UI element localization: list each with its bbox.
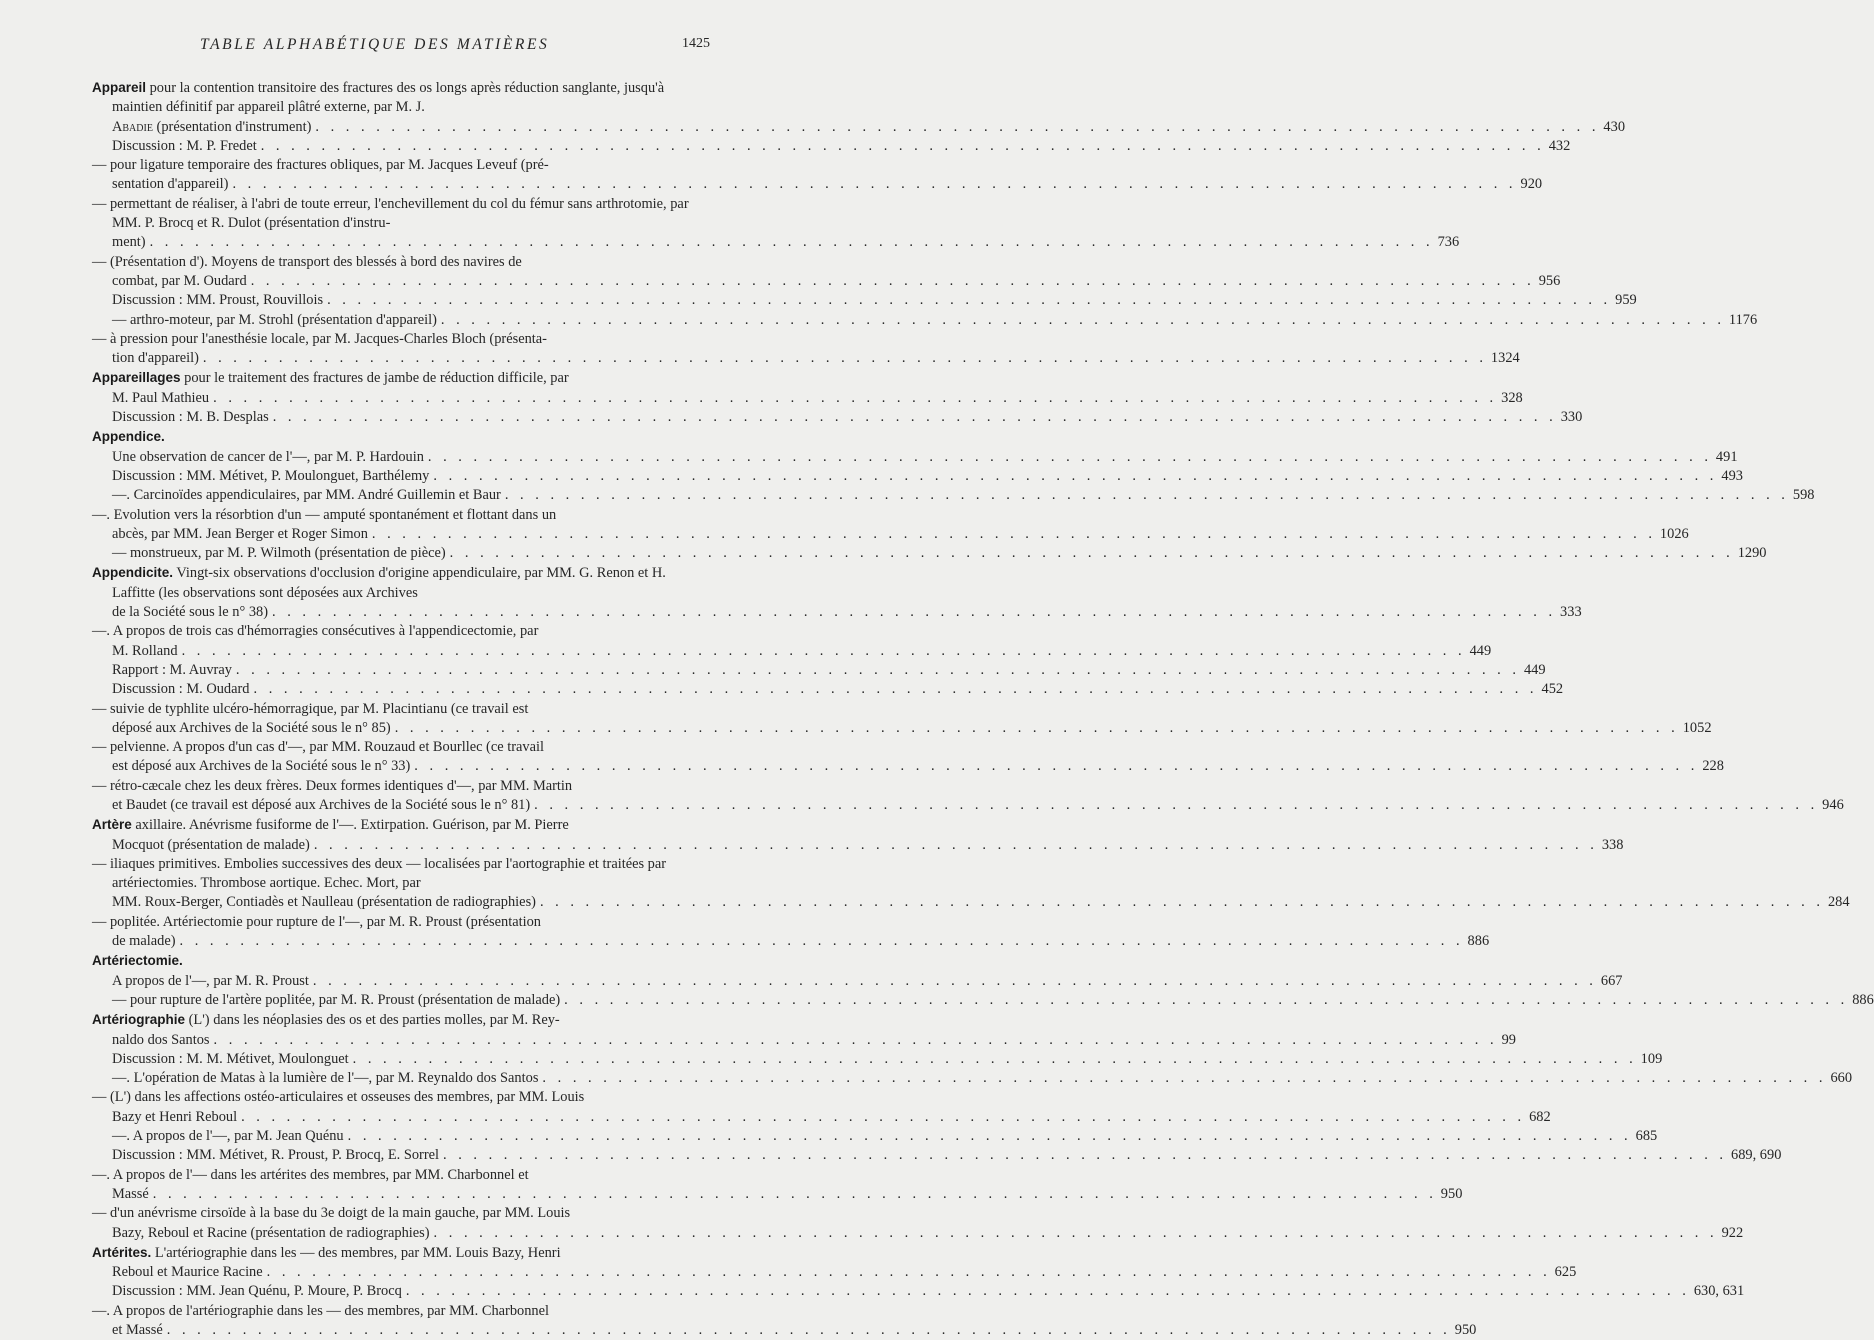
- entry-last-line: [112, 272, 1561, 291]
- dot-leader: . . . . . . . . . . . . . . . . . . . . . . . . . . . . . . . . . . . . . . . . . . . . . . . . . . . . . . . . . . . . . . . . . . . . . . . . . . . . . . . . . . . . .: [414, 758, 1699, 775]
- entry-last-line: [112, 408, 1583, 427]
- entry-last-line: [112, 1127, 1658, 1146]
- dot-leader: . . . . . . . . . . . . . . . . . . . . . . . . . . . . . . . . . . . . . . . . . . . . . . . . . . . . . . . . . . . . . . . . . . . . . . . . . . . . . . . . . . . . .: [315, 118, 1600, 135]
- entry-page-ref: 1052: [1682, 719, 1712, 736]
- entry-line-text: et Massé: [112, 1322, 163, 1338]
- entry-last-line: [112, 1069, 1853, 1088]
- dot-leader: . . . . . . . . . . . . . . . . . . . . . . . . . . . . . . . . . . . . . . . . . . . . . . . . . . . . . . . . . . . . . . . . . . . . . . . . . . . . . . . . . . . . .: [272, 604, 1557, 621]
- entry-line-text: — pour rupture de l'artère poplitée, par M. R. Proust (présentation de malade): [112, 991, 561, 1008]
- entry-line-text: Mocquot (présentation de malade): [112, 836, 310, 853]
- discussion-entry: [92, 1282, 1745, 1301]
- entry-page-ref: 950: [1454, 1322, 1477, 1338]
- entry-last-line: [112, 291, 1637, 310]
- dot-leader: . . . . . . . . . . . . . . . . . . . . . . . . . . . . . . . . . . . . . . . . . . . . . . . . . . . . . . . . . . . . . . . . . . . . . . . . . . . . . . . . . . . . .: [371, 525, 1656, 542]
- dot-leader: . . . . . . . . . . . . . . . . . . . . . . . . . . . . . . . . . . . . . . . . . . . . . . . . . . . . . . . . . . . . . . . . . . . . . . . . . . . . . . . . . . . . .: [213, 389, 1498, 406]
- entry-line-text: ment): [112, 234, 146, 251]
- index-entry: [92, 951, 1623, 991]
- entry-page-ref: 886: [1467, 933, 1490, 950]
- dot-leader: . . . . . . . . . . . . . . . . . . . . . . . . . . . . . . . . . . . . . . . . . . . . . . . . . . . . . . . . . . . . . . . . . . . . . . . . . . . . . . . . . . . . .: [504, 487, 1789, 504]
- entry-page-ref: 660: [1830, 1070, 1853, 1087]
- index-entry: [92, 1069, 1853, 1088]
- index-entry: [92, 1302, 1477, 1340]
- entry-last-line: [112, 719, 1712, 738]
- entry-page-ref: 99: [1501, 1031, 1516, 1048]
- entry-last-line: [112, 836, 1624, 855]
- author-name: Abadie: [112, 118, 157, 135]
- entry-line-text: Discussion : MM. Jean Quénu, P. Moure, P. Brocq: [112, 1283, 402, 1300]
- entry-page-ref: 432: [1548, 137, 1571, 154]
- index-entry: [92, 1088, 1551, 1127]
- entry-line-text: sentation d'appareil): [112, 176, 229, 193]
- entry-last-line: [112, 467, 1743, 486]
- entry-line-text: et Baudet (ce travail est déposé aux Archives de la Société sous le n° 81): [112, 796, 531, 813]
- dot-leader: . . . . . . . . . . . . . . . . . . . . . . . . . . . . . . . . . . . . . . . . . . . . . . . . . . . . . . . . . . . . . . . . . . . . . . . . . . . . . . . . . . . . .: [539, 894, 1824, 911]
- entry-line-text: —. A propos de l'—, par M. Jean Quénu: [112, 1128, 344, 1145]
- index-entry: [92, 991, 1874, 1010]
- index-entries: [92, 78, 1874, 1340]
- entry-line-text: combat, par M. Oudard: [112, 272, 247, 289]
- entry-last-line: [112, 1263, 1577, 1282]
- dot-leader: . . . . . . . . . . . . . . . . . . . . . . . . . . . . . . . . . . . . . . . . . . . . . . . . . . . . . . . . . . . . . . . . . . . . . . . . . . . . . . . . . . . . .: [433, 1224, 1718, 1241]
- entry-last-line: [112, 175, 1543, 194]
- index-entry: [92, 622, 1492, 661]
- index-entry: [92, 506, 1689, 545]
- dot-leader: . . . . . . . . . . . . . . . . . . . . . . . . . . . . . . . . . . . . . . . . . . . . . . . . . . . . . . . . . . . . . . . . . . . . . . . . . . . . . . . . . . . . .: [202, 350, 1487, 367]
- entry-page-ref: 689, 690: [1731, 1147, 1782, 1164]
- entry-page-ref: 430: [1603, 118, 1626, 135]
- entry-line-text: Reboul et Maurice Racine: [112, 1264, 263, 1281]
- entry-page-ref: 1290: [1737, 545, 1767, 562]
- entry-text: axillaire. Anévrisme fusiforme de l'—. Extirpation. Guérison, par M. Pierre: [131, 817, 569, 834]
- dot-leader: . . . . . . . . . . . . . . . . . . . . . . . . . . . . . . . . . . . . . . . . . . . . . . . . . . . . . . . . . . . . . . . . . . . . . . . . . . . . . . . . . . . . .: [443, 1147, 1728, 1164]
- entry-line-text: Discussion : M. B. Desplas: [112, 409, 269, 426]
- discussion-entry: [92, 661, 1546, 680]
- entry-page-ref: 667: [1600, 972, 1623, 989]
- entry-line-text: — monstrueux, par M. P. Wilmoth (présentation de pièce): [112, 545, 446, 562]
- entry-text: —. A propos de trois cas d'hémorragies consécutives à l'appendicectomie, par: [92, 623, 539, 640]
- dot-leader: . . . . . . . . . . . . . . . . . . . . . . . . . . . . . . . . . . . . . . . . . . . . . . . . . . . . . . . . . . . . . . . . . . . . . . . . . . . . . . . . . . . . .: [449, 545, 1734, 562]
- entry-line-text: est déposé aux Archives de la Société sous le n° 33): [112, 758, 411, 775]
- entry-line-text: Bazy, Reboul et Racine (présentation de radiographies): [112, 1224, 430, 1241]
- entry-last-line: [112, 932, 1490, 951]
- index-entry: [92, 78, 1626, 137]
- entry-text: — iliaques primitives. Embolies successives des deux — localisées par l'aortographie et traitées par artériectomies. Thrombose aortique. Echec. Mort, par: [92, 855, 667, 892]
- entry-page-ref: 449: [1469, 642, 1492, 659]
- index-entry: [92, 815, 1624, 855]
- entry-last-line: [112, 680, 1564, 699]
- entry-text: Vingt-six observations d'occlusion d'origine appendiculaire, par MM. G. Renon et H. Laffitte (les observations sont déposées aux Archives: [112, 565, 666, 601]
- entry-text: — d'un anévrisme cirsoïde à la base du 3e doigt de la main gauche, par MM. Louis: [92, 1205, 571, 1222]
- index-entry: [92, 330, 1520, 369]
- entry-last-line: [112, 972, 1623, 991]
- entry-last-line: [112, 486, 1815, 505]
- entry-page-ref: 946: [1822, 796, 1844, 813]
- entry-last-line: [112, 118, 1626, 137]
- entry-page-ref: 922: [1721, 1224, 1744, 1241]
- entry-text: — pelvienne. A propos d'un cas d'—, par MM. Rouzaud et Bourllec (ce travail: [92, 739, 544, 756]
- dot-leader: . . . . . . . . . . . . . . . . . . . . . . . . . . . . . . . . . . . . . . . . . . . . . . . . . . . . . . . . . . . . . . . . . . . . . . . . . . . . . . . . . . . . .: [440, 311, 1725, 328]
- discussion-entry: [92, 291, 1637, 310]
- entry-line-text: M. Paul Mathieu: [112, 389, 210, 406]
- entry-page-ref: 956: [1538, 272, 1561, 289]
- entry-page-ref: 685: [1635, 1128, 1658, 1145]
- entry-line-text: déposé aux Archives de la Société sous le n° 85): [112, 719, 391, 736]
- index-entry: [92, 1204, 1744, 1243]
- entry-headword: Appendicite.: [92, 565, 174, 581]
- entry-text: — permettant de réaliser, à l'abri de toute erreur, l'enchevillement du col du fémur sans arthrotomie, par MM. P. Brocq et R. Dulot (présentation d'instru-: [92, 195, 689, 232]
- entry-line-text: de la Société sous le n° 38): [112, 604, 269, 621]
- entry-page-ref: 682: [1529, 1108, 1551, 1125]
- entry-last-line: [112, 757, 1724, 776]
- entry-page-ref: 630, 631: [1693, 1283, 1745, 1300]
- entry-last-line: [112, 389, 1523, 408]
- index-entry: [92, 427, 1738, 467]
- entry-headword: Artérites.: [92, 1244, 152, 1260]
- dot-leader: . . . . . . . . . . . . . . . . . . . . . . . . . . . . . . . . . . . . . . . . . . . . . . . . . . . . . . . . . . . . . . . . . . . . . . . . . . . . . . . . . . . . .: [179, 933, 1464, 950]
- entry-page-ref: 330: [1560, 409, 1583, 426]
- entry-line-text: (présentation d'instrument): [156, 118, 312, 135]
- index-entry: [92, 1166, 1463, 1205]
- entry-headword: Appareillages: [92, 370, 181, 386]
- dot-leader: . . . . . . . . . . . . . . . . . . . . . . . . . . . . . . . . . . . . . . . . . . . . . . . . . . . . . . . . . . . . . . . . . . . . . . . . . . . . . . . . . . . . .: [260, 137, 1545, 154]
- entry-page-ref: 886: [1852, 991, 1874, 1008]
- entry-last-line: [112, 1146, 1782, 1165]
- index-entry: [92, 913, 1490, 952]
- entry-last-line: [112, 1321, 1477, 1340]
- index-entry: [92, 253, 1561, 292]
- index-entry: [92, 311, 1758, 330]
- entry-line-text: de malade): [112, 933, 176, 950]
- entry-line-text: abcès, par MM. Jean Berger et Roger Simon: [112, 525, 368, 542]
- entry-line-text: Rapport : M. Auvray: [112, 661, 232, 678]
- entry-last-line: [112, 311, 1758, 330]
- entry-text: pour la contention transitoire des fractures des os longs après réduction sanglante, jusqu'à maintien définitif par appareil plâtré externe, par M. J.: [112, 80, 665, 116]
- entry-page-ref: 284: [1827, 894, 1850, 911]
- entry-page-ref: 1026: [1659, 525, 1689, 542]
- entry-page-ref: 920: [1520, 176, 1543, 193]
- entry-page-ref: 338: [1601, 836, 1624, 853]
- dot-leader: . . . . . . . . . . . . . . . . . . . . . . . . . . . . . . . . . . . . . . . . . . . . . . . . . . . . . . . . . . . . . . . . . . . . . . . . . . . . . . . . . . . . .: [149, 234, 1434, 251]
- index-entry: [92, 563, 1582, 622]
- entry-last-line: [112, 642, 1492, 661]
- dot-leader: . . . . . . . . . . . . . . . . . . . . . . . . . . . . . . . . . . . . . . . . . . . . . . . . . . . . . . . . . . . . . . . . . . . . . . . . . . . . . . . . . . . . .: [534, 796, 1819, 813]
- entry-text: (L') dans les néoplasies des os et des parties molles, par M. Rey-: [185, 1012, 560, 1029]
- entry-last-line: [112, 525, 1689, 544]
- entry-text: — (Présentation d'). Moyens de transport des blessés à bord des navires de: [92, 253, 522, 270]
- discussion-entry: [92, 137, 1571, 156]
- entry-page-ref: 109: [1640, 1050, 1663, 1067]
- entry-last-line: [112, 544, 1767, 563]
- entry-page-ref: 598: [1792, 487, 1815, 504]
- entry-last-line: [112, 991, 1874, 1010]
- entry-page-ref: 228: [1702, 758, 1724, 775]
- dot-leader: . . . . . . . . . . . . . . . . . . . . . . . . . . . . . . . . . . . . . . . . . . . . . . . . . . . . . . . . . . . . . . . . . . . . . . . . . . . . . . . . . . . . .: [250, 272, 1535, 289]
- discussion-entry: [92, 408, 1583, 427]
- entry-page-ref: 452: [1541, 681, 1564, 698]
- entry-page-ref: 950: [1440, 1185, 1463, 1202]
- entry-line-text: A propos de l'—, par M. R. Proust: [112, 972, 309, 989]
- entry-page-ref: 959: [1615, 292, 1637, 309]
- entry-text: L'artériographie dans les — des membres, par MM. Louis Bazy, Henri: [151, 1244, 561, 1261]
- dot-leader: . . . . . . . . . . . . . . . . . . . . . . . . . . . . . . . . . . . . . . . . . . . . . . . . . . . . . . . . . . . . . . . . . . . . . . . . . . . . . . . . . . . . .: [241, 1108, 1526, 1125]
- entry-page-ref: 449: [1523, 661, 1546, 678]
- entry-last-line: [112, 1224, 1744, 1243]
- index-entry: [92, 1243, 1577, 1283]
- dot-leader: . . . . . . . . . . . . . . . . . . . . . . . . . . . . . . . . . . . . . . . . . . . . . . . . . . . . . . . . . . . . . . . . . . . . . . . . . . . . . . . . . . . . .: [542, 1070, 1827, 1087]
- dot-leader: . . . . . . . . . . . . . . . . . . . . . . . . . . . . . . . . . . . . . . . . . . . . . . . . . . . . . . . . . . . . . . . . . . . . . . . . . . . . . . . . . . . . .: [232, 176, 1517, 193]
- entry-last-line: [112, 1185, 1463, 1204]
- page-number: 1425: [682, 36, 710, 51]
- entry-last-line: [112, 349, 1520, 368]
- dot-leader: . . . . . . . . . . . . . . . . . . . . . . . . . . . . . . . . . . . . . . . . . . . . . . . . . . . . . . . . . . . . . . . . . . . . . . . . . . . . . . . . . . . . .: [152, 1185, 1437, 1202]
- entry-last-line: [112, 1031, 1516, 1050]
- dot-leader: . . . . . . . . . . . . . . . . . . . . . . . . . . . . . . . . . . . . . . . . . . . . . . . . . . . . . . . . . . . . . . . . . . . . . . . . . . . . . . . . . . . . .: [272, 409, 1557, 426]
- entry-text: — (L') dans les affections ostéo-articulaires et osseuses des membres, par MM. Louis: [92, 1089, 585, 1106]
- discussion-entry: [92, 1050, 1663, 1069]
- dot-leader: . . . . . . . . . . . . . . . . . . . . . . . . . . . . . . . . . . . . . . . . . . . . . . . . . . . . . . . . . . . . . . . . . . . . . . . . . . . . . . . . . . . . .: [312, 972, 1597, 989]
- entry-headword: Artériographie: [92, 1012, 186, 1028]
- entry-text: — rétro-cæcale chez les deux frères. Deux formes identiques d'—, par MM. Martin: [92, 777, 573, 794]
- entry-text: — suivie de typhlite ulcéro-hémorragique, par M. Placintianu (ce travail est: [92, 700, 529, 717]
- dot-leader: . . . . . . . . . . . . . . . . . . . . . . . . . . . . . . . . . . . . . . . . . . . . . . . . . . . . . . . . . . . . . . . . . . . . . . . . . . . . . . . . . . . . .: [213, 1031, 1498, 1048]
- entry-line-text: Discussion : MM. Métivet, P. Moulonguet, Barthélemy: [112, 467, 430, 484]
- entry-line-text: Discussion : MM. Proust, Rouvillois: [112, 292, 324, 309]
- entry-line-text: Discussion : M. P. Fredet: [112, 137, 257, 154]
- index-entry: [92, 195, 1460, 253]
- index-entry: [92, 368, 1523, 408]
- index-entry: [92, 855, 1850, 913]
- dot-leader: . . . . . . . . . . . . . . . . . . . . . . . . . . . . . . . . . . . . . . . . . . . . . . . . . . . . . . . . . . . . . . . . . . . . . . . . . . . . . . . . . . . . .: [433, 467, 1718, 484]
- entry-headword: Artériectomie.: [92, 953, 183, 969]
- entry-line-text: Discussion : M. M. Métivet, Moulonguet: [112, 1050, 349, 1067]
- entry-last-line: [112, 137, 1571, 156]
- entry-text: pour le traitement des fractures de jambe de réduction difficile, par: [180, 370, 569, 387]
- entry-page-ref: 493: [1721, 467, 1743, 484]
- index-entry: [92, 544, 1767, 563]
- entry-line-text: —. Carcinoïdes appendiculaires, par MM. André Guillemin et Baur: [112, 487, 501, 504]
- dot-leader: . . . . . . . . . . . . . . . . . . . . . . . . . . . . . . . . . . . . . . . . . . . . . . . . . . . . . . . . . . . . . . . . . . . . . . . . . . . . . . . . . . . . .: [266, 1264, 1551, 1281]
- dot-leader: . . . . . . . . . . . . . . . . . . . . . . . . . . . . . . . . . . . . . . . . . . . . . . . . . . . . . . . . . . . . . . . . . . . . . . . . . . . . . . . . . . . . .: [405, 1283, 1690, 1300]
- entry-line-text: MM. Roux-Berger, Contiadès et Naulleau (présentation de radiographies): [112, 894, 536, 911]
- entry-line-text: Une observation de cancer de l'—, par M. P. Hardouin: [112, 448, 424, 465]
- entry-page-ref: 736: [1437, 234, 1460, 251]
- entry-line-text: Discussion : MM. Métivet, R. Proust, P. Brocq, E. Sorrel: [112, 1147, 439, 1164]
- entry-page-ref: 1324: [1490, 350, 1520, 367]
- entry-last-line: [112, 661, 1546, 680]
- entry-page-ref: 1176: [1728, 311, 1758, 328]
- entry-last-line: [112, 448, 1738, 467]
- dot-leader: . . . . . . . . . . . . . . . . . . . . . . . . . . . . . . . . . . . . . . . . . . . . . . . . . . . . . . . . . . . . . . . . . . . . . . . . . . . . . . . . . . . . .: [313, 836, 1598, 853]
- discussion-entry: [92, 1146, 1782, 1165]
- entry-text: —. A propos de l'artériographie dans les — des membres, par MM. Charbonnel: [92, 1302, 549, 1319]
- entry-last-line: [112, 233, 1460, 252]
- index-entry: [92, 1010, 1516, 1050]
- index-entry: [92, 1127, 1658, 1146]
- entry-headword: Artère: [92, 817, 132, 833]
- entry-page-ref: 328: [1501, 389, 1523, 406]
- index-entry: [92, 700, 1712, 739]
- entry-headword: Appareil: [92, 80, 147, 95]
- index-entry: [92, 777, 1844, 816]
- dot-leader: . . . . . . . . . . . . . . . . . . . . . . . . . . . . . . . . . . . . . . . . . . . . . . . . . . . . . . . . . . . . . . . . . . . . . . . . . . . . . . . . . . . . .: [235, 661, 1520, 678]
- running-title: TABLE ALPHABÉTIQUE DES MATIÈRES: [200, 36, 550, 53]
- entry-line-text: Discussion : M. Oudard: [112, 681, 250, 698]
- entry-text: — pour ligature temporaire des fractures obliques, par M. Jacques Leveuf (pré-: [92, 157, 549, 174]
- entry-last-line: [112, 1108, 1551, 1127]
- dot-leader: . . . . . . . . . . . . . . . . . . . . . . . . . . . . . . . . . . . . . . . . . . . . . . . . . . . . . . . . . . . . . . . . . . . . . . . . . . . . . . . . . . . . .: [564, 991, 1849, 1008]
- entry-text: — à pression pour l'anesthésie locale, par M. Jacques-Charles Bloch (présenta-: [92, 330, 547, 347]
- entry-line-text: naldo dos Santos: [112, 1031, 210, 1048]
- entry-line-text: M. Rolland: [112, 642, 178, 659]
- dot-leader: . . . . . . . . . . . . . . . . . . . . . . . . . . . . . . . . . . . . . . . . . . . . . . . . . . . . . . . . . . . . . . . . . . . . . . . . . . . . . . . . . . . . .: [327, 292, 1612, 309]
- dot-leader: . . . . . . . . . . . . . . . . . . . . . . . . . . . . . . . . . . . . . . . . . . . . . . . . . . . . . . . . . . . . . . . . . . . . . . . . . . . . . . . . . . . . .: [166, 1322, 1451, 1338]
- entry-line-text: Bazy et Henri Reboul: [112, 1108, 238, 1125]
- page-header: [0, 36, 800, 58]
- entry-line-text: — arthro-moteur, par M. Strohl (présentation d'appareil): [112, 311, 437, 328]
- entry-last-line: [112, 603, 1582, 622]
- entry-page-ref: 333: [1560, 604, 1582, 621]
- entry-line-text: Massé: [112, 1185, 149, 1202]
- entry-text: —. Evolution vers la résorbtion d'un — amputé spontanément et flottant dans un: [92, 506, 557, 523]
- dot-leader: . . . . . . . . . . . . . . . . . . . . . . . . . . . . . . . . . . . . . . . . . . . . . . . . . . . . . . . . . . . . . . . . . . . . . . . . . . . . . . . . . . . . .: [427, 448, 1712, 465]
- entry-last-line: [112, 893, 1850, 912]
- entry-headword: Appendice.: [92, 429, 165, 445]
- dot-leader: . . . . . . . . . . . . . . . . . . . . . . . . . . . . . . . . . . . . . . . . . . . . . . . . . . . . . . . . . . . . . . . . . . . . . . . . . . . . . . . . . . . . .: [352, 1050, 1637, 1067]
- dot-leader: . . . . . . . . . . . . . . . . . . . . . . . . . . . . . . . . . . . . . . . . . . . . . . . . . . . . . . . . . . . . . . . . . . . . . . . . . . . . . . . . . . . . .: [181, 642, 1466, 659]
- dot-leader: . . . . . . . . . . . . . . . . . . . . . . . . . . . . . . . . . . . . . . . . . . . . . . . . . . . . . . . . . . . . . . . . . . . . . . . . . . . . . . . . . . . . .: [347, 1128, 1632, 1145]
- entry-line-text: —. L'opération de Matas à la lumière de l'—, par M. Reynaldo dos Santos: [112, 1070, 539, 1087]
- index-entry: [92, 486, 1815, 505]
- discussion-entry: [92, 680, 1564, 699]
- entry-last-line: [112, 1282, 1745, 1301]
- dot-leader: . . . . . . . . . . . . . . . . . . . . . . . . . . . . . . . . . . . . . . . . . . . . . . . . . . . . . . . . . . . . . . . . . . . . . . . . . . . . . . . . . . . . .: [253, 681, 1538, 698]
- entry-last-line: [112, 1050, 1663, 1069]
- entry-line-text: tion d'appareil): [112, 350, 199, 367]
- index-entry: [92, 156, 1543, 195]
- dot-leader: . . . . . . . . . . . . . . . . . . . . . . . . . . . . . . . . . . . . . . . . . . . . . . . . . . . . . . . . . . . . . . . . . . . . . . . . . . . . . . . . . . . . .: [394, 719, 1679, 736]
- entry-last-line: [112, 796, 1844, 815]
- entry-text: — poplitée. Artériectomie pour rupture de l'—, par M. R. Proust (présentation: [92, 913, 541, 930]
- discussion-entry: [92, 467, 1743, 486]
- entry-page-ref: 491: [1715, 448, 1738, 465]
- entry-page-ref: 625: [1554, 1264, 1577, 1281]
- entry-text: —. A propos de l'— dans les artérites des membres, par MM. Charbonnel et: [92, 1166, 529, 1183]
- index-entry: [92, 738, 1724, 777]
